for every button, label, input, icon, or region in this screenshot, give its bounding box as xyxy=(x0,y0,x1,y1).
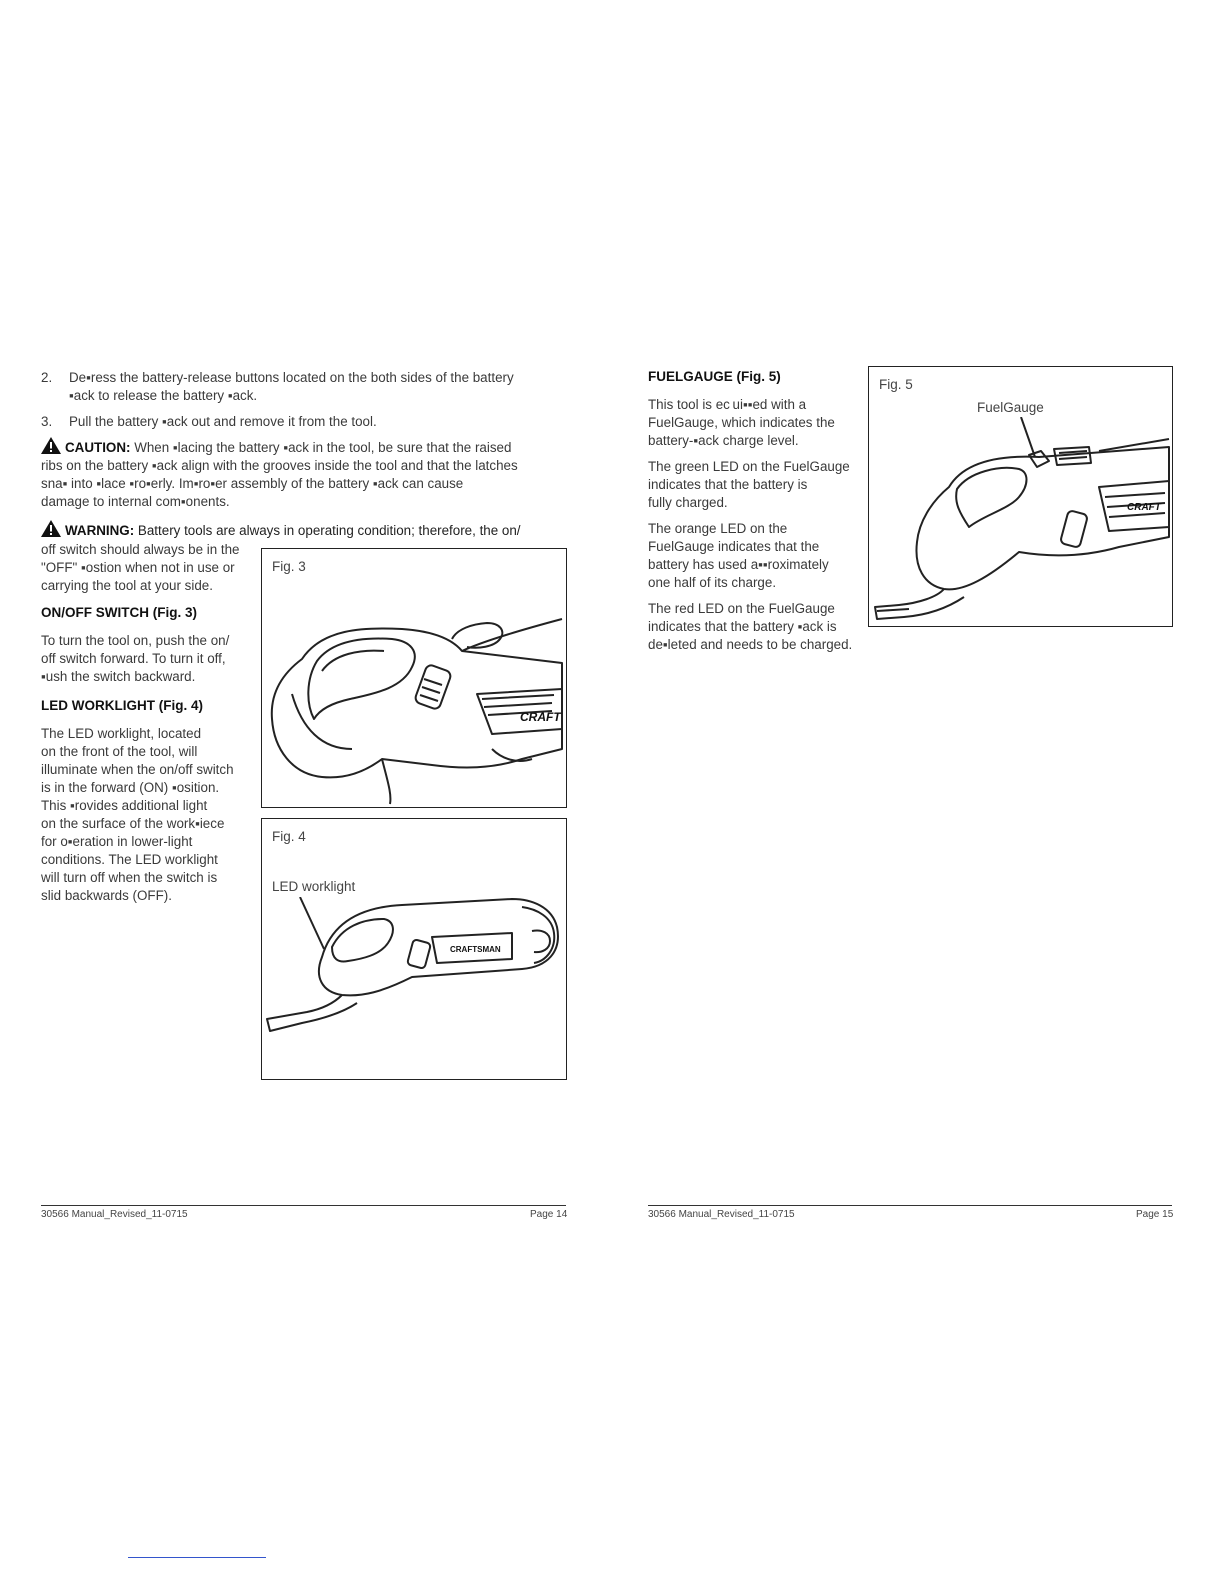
figure-4 xyxy=(261,818,567,1080)
led-line-9: will turn off when the switch is xyxy=(41,870,218,885)
caution-line-2: ribs on the battery ▪ack align with the grooves inside the tool and that the latches xyxy=(41,458,518,473)
caution-line-3: sna▪ into ▪lace ▪ro▪erly. Im▪ro▪er assembly of the battery ▪ack can cause xyxy=(41,476,464,491)
fuelgauge-p3-line-1: The orange LED on the xyxy=(648,521,788,536)
figure-3 xyxy=(261,548,567,808)
figure-3-label: Fig. 3 xyxy=(272,559,306,574)
right-footer-rule xyxy=(648,1205,1172,1206)
warning-line-4: carrying the tool at your side. xyxy=(41,578,213,593)
fuelgauge-p4-line-3: de▪leted and needs to be charged. xyxy=(648,637,853,652)
fuelgauge-p1-line-2: FuelGauge, which indicates the xyxy=(648,415,835,430)
led-worklight-callout: LED worklight xyxy=(272,879,356,894)
step-2-number: 2. xyxy=(41,370,53,385)
led-line-5: This ▪rovides additional light xyxy=(41,798,208,813)
fuelgauge-p3-line-2: FuelGauge indicates that the xyxy=(648,539,820,554)
left-footer-page-number: Page 14 xyxy=(530,1209,568,1220)
warning-label: WARNING: xyxy=(65,523,135,538)
warning-triangle-icon xyxy=(41,520,61,537)
fuelgauge-p4-line-1: The red LED on the FuelGauge xyxy=(648,601,835,616)
fig5-brand-text: CRAFT xyxy=(1127,502,1161,513)
fig3-brand-text: CRAFT xyxy=(520,710,561,724)
fuelgauge-p2-line-3: fully charged. xyxy=(648,495,728,510)
right-footer-doc-id: 30566 Manual_Revised_11-0715 xyxy=(648,1209,795,1220)
warning-line-2: off switch should always be in the xyxy=(41,542,240,557)
fig4-brand-text: CRAFTSMAN xyxy=(450,945,501,954)
led-line-4: is in the forward (ON) ▪osition. xyxy=(41,780,220,795)
fuelgauge-p1-line-3: battery-▪ack charge level. xyxy=(648,433,799,448)
figure-5-label: Fig. 5 xyxy=(879,377,913,392)
onoff-line-1: To turn the tool on, push the on/ xyxy=(41,633,230,648)
fuelgauge-p2-line-1: The green LED on the FuelGauge xyxy=(648,459,850,474)
fuelgauge-p2-line-2: indicates that the battery is xyxy=(648,477,808,492)
led-line-10: slid backwards (OFF). xyxy=(41,888,172,903)
caution-text-1: When ▪lacing the battery ▪ack in the tool, be sure that the raised xyxy=(134,440,512,455)
caution-label: CAUTION: xyxy=(65,440,131,455)
figure-4-label: Fig. 4 xyxy=(272,829,306,844)
caution-line-1 xyxy=(41,437,511,457)
figure-5 xyxy=(868,366,1173,627)
left-footer-rule xyxy=(41,1205,566,1206)
onoff-line-2: off switch forward. To turn it off, xyxy=(41,651,226,666)
onoff-line-3: ▪ush the switch backward. xyxy=(41,669,196,684)
fuelgauge-p3-line-4: one half of its charge. xyxy=(648,575,777,590)
warning-line-1 xyxy=(41,520,521,540)
led-line-6: on the surface of the work▪iece xyxy=(41,816,225,831)
left-footer-doc-id: 30566 Manual_Revised_11-0715 xyxy=(41,1209,188,1220)
step-2-line-1: De▪ress the battery-release buttons located on the both sides of the battery xyxy=(69,370,514,385)
led-heading: LED WORKLIGHT (Fig. 4) xyxy=(41,698,203,713)
fuelgauge-p4-line-2: indicates that the battery ▪ack is xyxy=(648,619,837,634)
fuelgauge-callout: FuelGauge xyxy=(977,400,1044,415)
step-3-number: 3. xyxy=(41,414,53,429)
led-line-1: The LED worklight, located xyxy=(41,726,202,741)
multitool-switch-illustration xyxy=(262,599,566,807)
multitool-led-illustration xyxy=(262,897,566,1037)
fuelgauge-p3-line-3: battery has used a▪▪roximately xyxy=(648,557,829,572)
multitool-fuelgauge-illustration xyxy=(869,417,1172,626)
warning-line-3: "OFF" ▪ostion when not in use or xyxy=(41,560,235,575)
led-line-7: for o▪eration in lower-light xyxy=(41,834,193,849)
fuelgauge-heading: FUELGAUGE (Fig. 5) xyxy=(648,369,781,384)
warning-triangle-icon xyxy=(41,437,61,454)
led-line-2: on the front of the tool, will xyxy=(41,744,198,759)
led-line-8: conditions. The LED worklight xyxy=(41,852,218,867)
fuelgauge-p1-line-1: This tool is ec ui▪▪ed with a xyxy=(648,397,807,412)
link-underline xyxy=(128,1557,266,1558)
onoff-heading: ON/OFF SWITCH (Fig. 3) xyxy=(41,605,197,620)
right-footer-page-number: Page 15 xyxy=(1136,1209,1174,1220)
warning-text-1: Battery tools are always in operating condition; therefore, the on/ xyxy=(137,523,521,538)
led-line-3: illuminate when the on/off switch xyxy=(41,762,234,777)
step-2-line-2: ▪ack to release the battery ▪ack. xyxy=(69,388,258,403)
caution-line-4: damage to internal com▪onents. xyxy=(41,494,230,509)
step-3-text: Pull the battery ▪ack out and remove it from the tool. xyxy=(69,414,377,429)
